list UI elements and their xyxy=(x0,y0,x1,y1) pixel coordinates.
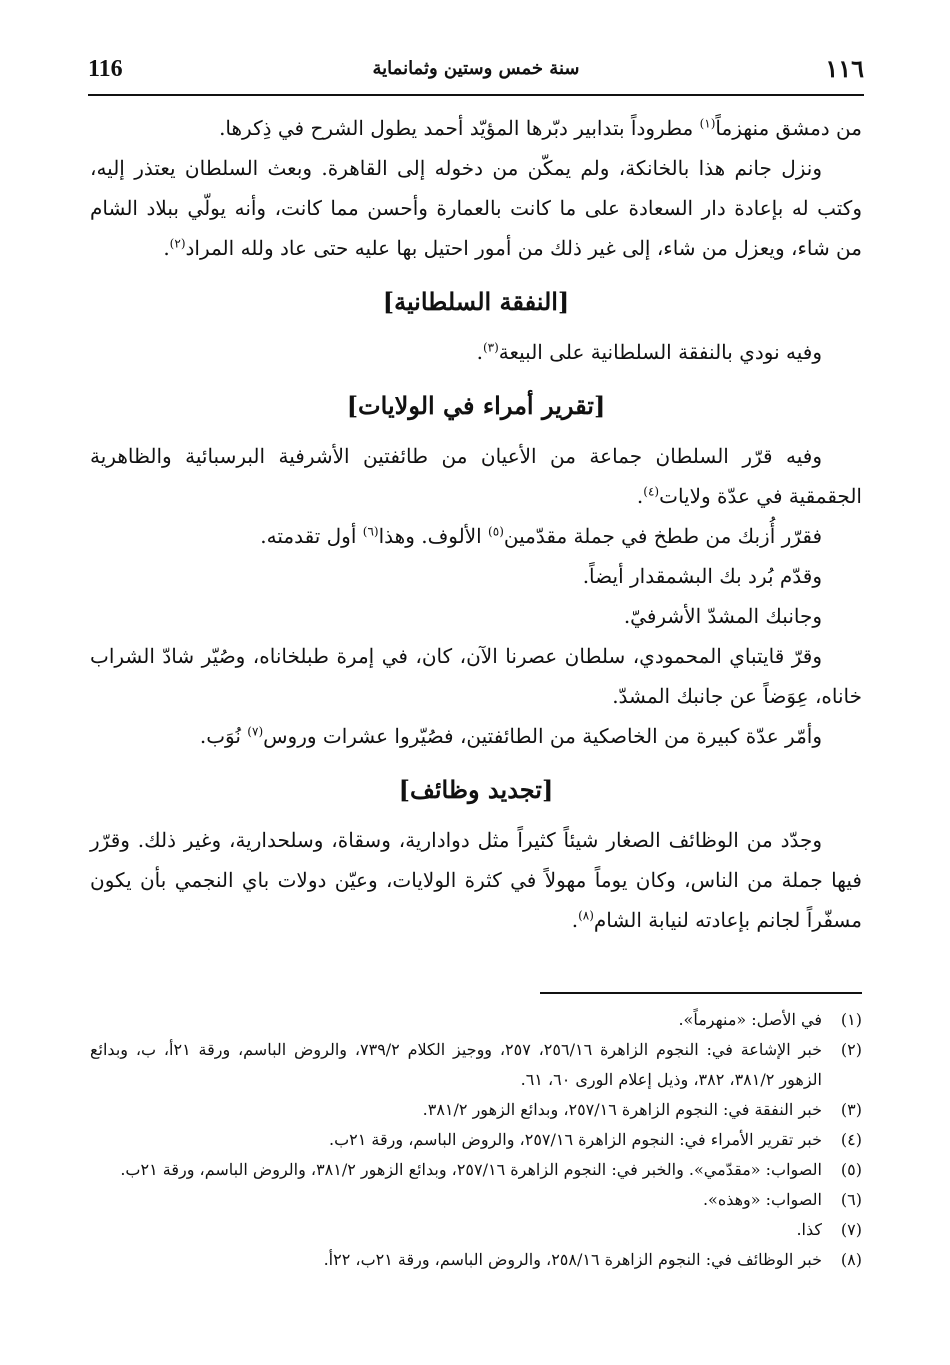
paragraph-text: . xyxy=(636,484,644,508)
footnote xyxy=(90,1185,862,1215)
footnote xyxy=(90,1155,862,1185)
footnote-divider xyxy=(540,992,862,994)
section-heading: [النفقة السلطانية] xyxy=(382,287,570,316)
footnotes xyxy=(90,1005,862,1275)
footnote-text: خبر الوظائف في: النجوم الزاهرة ٢٥٨/١٦، والروض الباسم، ورقة ٢١ب، ٢٢أ. xyxy=(323,1250,822,1269)
paragraph: وقدّم بُرد بك البشمقدار أيضاً. xyxy=(582,564,822,588)
page-number-arabic: ١١٦ xyxy=(825,54,864,83)
paragraph-text: أول تقدمته. xyxy=(260,524,363,548)
footnote xyxy=(90,1095,862,1125)
paragraph-text: وفيه قرّر السلطان جماعة من الأعيان من طائفتين الأشرفية البرسبائية والظاهرية الجقمقية في عدّة ولايات xyxy=(90,444,862,508)
section-heading: [تجديد وظائف] xyxy=(398,775,554,804)
paragraph xyxy=(90,820,862,940)
footnote-number: (١) xyxy=(840,1010,862,1029)
paragraph xyxy=(90,516,862,556)
footnote xyxy=(90,1245,862,1275)
footnote-number: (٨) xyxy=(840,1250,862,1269)
running-title: سنة خمس وستين وثمانماية xyxy=(372,58,580,79)
footnote-ref[interactable]: (١) xyxy=(699,116,716,131)
paragraph xyxy=(90,108,862,148)
footnote-number: (٥) xyxy=(840,1160,862,1179)
footnote-ref[interactable]: (٥) xyxy=(488,524,504,539)
footnote-text: خبر الإشاعة في: النجوم الزاهرة ٢٥٦/١٦، ٢٥٧، ووجيز الكلام ٧٣٩/٢، والروض الباسم، ورقة ٢١أ، ب، وبدائع الزهور ٣٨١/٢، ٣٨٢، وذيل إعلام الورى ٦٠، ٦١. xyxy=(90,1040,823,1089)
footnote-number: (٧) xyxy=(840,1220,862,1239)
paragraph: وقرّ قايتباي المحمودي، سلطان عصرنا الآن، كان، في إمرة طبلخاناه، وصُيّر شادّ الشراب خاناه، عِوَضاً عن جانبك المشدّ. xyxy=(90,644,862,708)
paragraph-text: . xyxy=(163,236,170,260)
main-text xyxy=(90,108,862,940)
footnote-text: الصواب: «مقدّمي». والخبر في: النجوم الزاهرة ٢٥٧/١٦، وبدائع الزهور ٣٨١/٢، والروض الباسم، ورقة ٢١ب. xyxy=(120,1160,822,1179)
paragraph xyxy=(90,332,862,372)
paragraph xyxy=(90,436,862,516)
paragraph-text: نُوَب. xyxy=(199,724,248,748)
paragraph: وجانبك المشدّ الأشرفيّ. xyxy=(623,604,822,628)
footnote-text: خبر النفقة في: النجوم الزاهرة ٢٥٧/١٦، وبدائع الزهور ٣٨١/٢. xyxy=(422,1100,822,1119)
footnote-number: (٦) xyxy=(840,1190,862,1209)
footnote xyxy=(90,1035,862,1095)
footnote-text: خبر تقرير الأمراء في: النجوم الزاهرة ٢٥٧/١٦، والروض الباسم، ورقة ٢١ب. xyxy=(329,1130,822,1149)
footnote xyxy=(90,1125,862,1155)
paragraph-text: ونزل جانم هذا بالخانكة، ولم يمكّن من دخوله إلى القاهرة. وبعث السلطان يعتذر إليه، وكتب له بإعادة دار السعادة على ما كانت بالعمارة وأحسن مما كانت، وأنه يولّي ببلاد الشام من شاء، ويعزل من شاء، إلى غير ذلك من أمور احتيل بها عليه حتى عاد ولله المراد xyxy=(90,156,862,260)
footnote-ref[interactable]: (٦) xyxy=(362,524,379,539)
footnote-text: كذا. xyxy=(796,1220,822,1239)
paragraph-text: وفيه نودي بالنفقة السلطانية على البيعة xyxy=(498,340,822,364)
footnote-ref[interactable]: (٣) xyxy=(482,340,499,355)
footnote-ref[interactable]: (٧) xyxy=(247,724,264,739)
footnote-ref[interactable]: (٤) xyxy=(643,484,660,499)
paragraph-text: وأمّر عدّة كبيرة من الخاصكية من الطائفتين، فصُيّروا عشرات وروس xyxy=(263,724,822,748)
paragraph-text: فقرّر أُزبك من ططخ في جملة مقدّمين xyxy=(503,524,822,548)
footnote-number: (٤) xyxy=(840,1130,862,1149)
paragraph-text: الألوف. وهذا xyxy=(378,524,489,548)
paragraph xyxy=(90,716,862,756)
paragraph-text: . xyxy=(476,340,483,364)
footnote-text: الصواب: «وهذه». xyxy=(702,1190,822,1209)
footnote-ref[interactable]: (٢) xyxy=(169,236,186,251)
running-head xyxy=(88,48,864,96)
footnote-ref[interactable]: (٨) xyxy=(578,908,594,923)
paragraph-text: مطروداً بتدابير دبّرها المؤيّد أحمد يطول الشرح في ذِكرها. xyxy=(219,116,700,140)
footnote-number: (٢) xyxy=(840,1040,862,1059)
paragraph xyxy=(90,148,862,268)
footnote xyxy=(90,1005,862,1035)
section-heading: [تقرير أمراء في الولايات] xyxy=(346,391,606,420)
paragraph-text: . xyxy=(571,908,579,932)
page-number-latin: 116 xyxy=(88,56,123,82)
footnote-text: في الأصل: «منهرماً». xyxy=(678,1010,822,1029)
footnote xyxy=(90,1215,862,1245)
paragraph-text: من دمشق منهزماً xyxy=(715,116,862,140)
paragraph-text: وجدّد من الوظائف الصغار شيئاً كثيراً مثل دوادارية، وسقاة، وسلحدارية، وغير ذلك. وقرّر فيها جملة من الناس، وكان يوماً مهولاً في كثرة الولايات، وعيّن دولات باي النجمي بأن يكون مسفّراً لجانم بإعادته لنيابة الشام xyxy=(90,828,862,932)
footnote-number: (٣) xyxy=(840,1100,862,1119)
